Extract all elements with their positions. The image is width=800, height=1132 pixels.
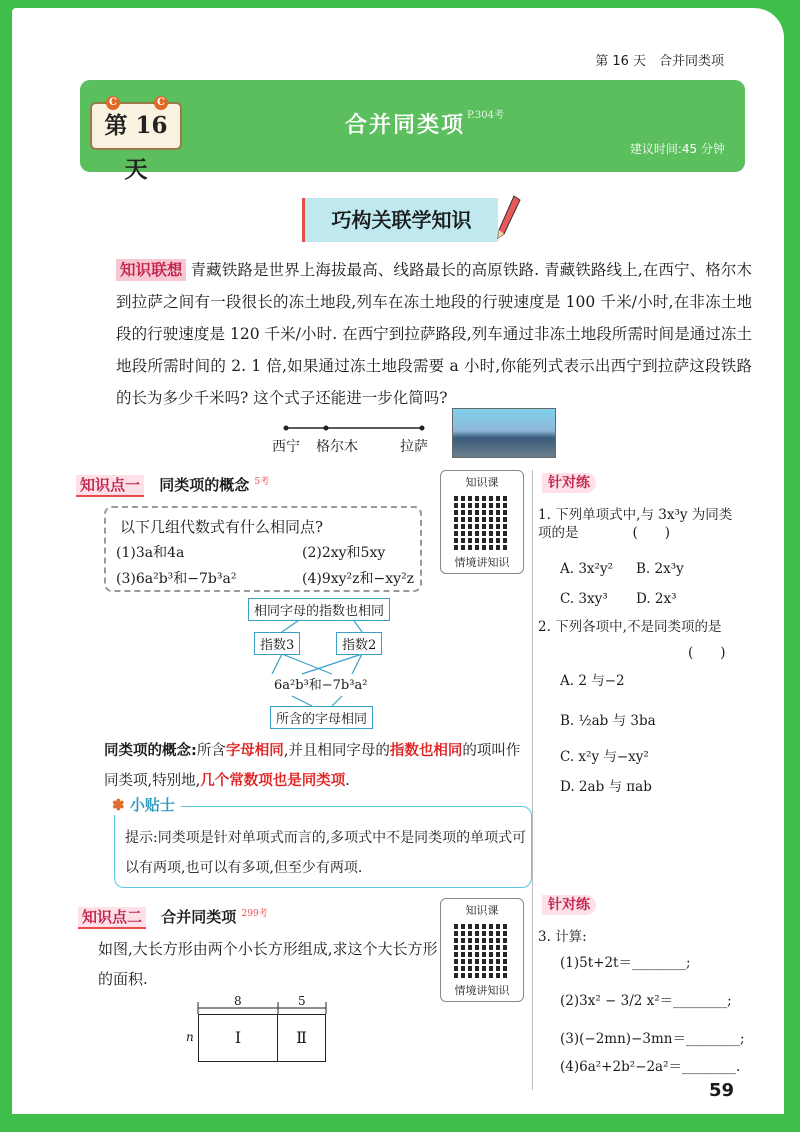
concept-highlight-2: 指数也相同 [389, 742, 463, 759]
kp2-heading [78, 906, 268, 927]
route-map [272, 408, 442, 468]
station-lhasa: 拉萨 [400, 439, 428, 455]
width-label-5: 5 [298, 994, 306, 1008]
flow-bottom-box: 所含的字母相同 [270, 706, 373, 729]
day-label: 第 16 天 [104, 112, 168, 183]
practice-tag-1-label: 针对练 [542, 473, 596, 493]
rect-two [277, 1014, 326, 1062]
ex1-option-a: A. 3x²y² [560, 561, 613, 577]
section-title: 巧构关联学知识 [302, 198, 498, 242]
question-box [104, 506, 422, 592]
ex1-option-c: C. 3xy³ [560, 591, 608, 607]
rectangle-figure [186, 994, 352, 1074]
intro-tag: 知识联想 [116, 259, 186, 281]
ex3-part-3[interactable]: (3)(−2mn)−3mn＝________; [560, 1031, 745, 1047]
concept-lead: 同类项的概念: [104, 743, 197, 759]
pencil-icon [496, 194, 522, 240]
tip-title: 小贴士 [129, 796, 175, 814]
qr-bottom-label: 情境讲知识 [454, 556, 510, 569]
calendar-ring-icon: C [106, 96, 120, 110]
station-golmud: 格尔木 [316, 439, 358, 455]
calendar-ring-icon: C [154, 96, 168, 110]
practice-tag-2-label: 针对练 [542, 895, 596, 915]
kp1-tag: 知识点一 [76, 475, 144, 497]
exercise-2: 2. 下列各项中,不是同类项的是 [538, 619, 722, 635]
tip-bulb-icon: ✽ [112, 796, 125, 814]
ex1-option-d: D. 2x³ [636, 591, 677, 607]
kp2-text: 如图,大长方形由两个小长方形组成,求这个大长方形的面积. [98, 940, 438, 988]
intro-paragraph [116, 254, 752, 414]
qr-top-label: 知识课 [465, 904, 499, 917]
flow-exponent-2: 指数2 [336, 632, 382, 655]
pair-4: (4)9xy²z和−xy²z [302, 571, 415, 587]
kp1-qr-card[interactable] [440, 470, 524, 574]
pair-1: (1)3a和4a [116, 545, 185, 561]
railway-photo [452, 408, 556, 458]
ex3-part-2[interactable]: (2)3x² − 3/2 x²＝________; [560, 993, 732, 1009]
kp1-note: 5考 [254, 477, 270, 487]
width-label-8: 8 [234, 994, 242, 1008]
kp1-heading [76, 474, 269, 495]
exercise-2-bracket: ( ) [688, 645, 726, 661]
concept-highlight-1: 字母相同 [225, 742, 284, 759]
kp1-title: 同类项的概念 [159, 476, 250, 494]
height-label-n: n [186, 1030, 194, 1044]
running-header: 第 16 天 合并同类项 [595, 54, 724, 69]
concept-definition [104, 736, 534, 796]
tip-heading [106, 794, 181, 815]
rect-one-label: Ⅰ [234, 1028, 242, 1047]
practice-tag-2 [542, 894, 596, 914]
suggested-time: 建议时间:45 分钟 [629, 142, 725, 156]
intro-text: 青藏铁路是世界上海拔最高、线路最长的高原铁路. 青藏铁路线上,在西宁、格尔木到拉萨之间有一段很长的冻土地段,列车在冻土地段的行驶速度是 100 千米/小时,在非冻土地段的行驶速度是 120 千米/小时. 在西宁到拉萨路段,列车通过非冻土地段所需时间是通过冻土地段所需时间的 2. 1 倍,如果通过冻土地段需要 a 小时,你能列式表示出西宁到拉萨这段铁路的长为多少千米吗? 这个式子还能进一步化简吗? [116, 261, 752, 407]
ex2-option-d: D. 2ab 与 πab [560, 779, 652, 795]
concept-text-2: ,并且相同字母的 [283, 743, 390, 759]
kp2-qr-card[interactable] [440, 898, 524, 1002]
tip-box [114, 806, 532, 888]
ex3-part-4[interactable]: (4)6a²+2b²−2a²＝________. [560, 1059, 741, 1075]
ex2-option-a: A. 2 与−2 [560, 673, 625, 689]
qr-code-icon [454, 494, 510, 550]
route-line [282, 408, 442, 438]
flow-exponent-3: 指数3 [254, 632, 300, 655]
page-number: 59 [708, 1080, 734, 1101]
kp2-note: 299考 [241, 909, 268, 919]
lesson-reference: P.304考 [467, 110, 504, 121]
pair-3: (3)6a²b³和−7b³a² [116, 571, 237, 587]
width-dimension-lines [192, 994, 352, 1014]
rect-one [198, 1014, 278, 1062]
concept-text-3: 的项叫作同类项,特别地, [104, 743, 521, 789]
question-prompt: 以下几组代数式有什么相同点? [120, 518, 324, 536]
concept-text-1: 所含 [196, 743, 226, 759]
station-xining: 西宁 [272, 439, 300, 455]
lesson-title: 合并同类项 [345, 113, 466, 138]
ex3-part-1[interactable]: (1)5t+2t＝________; [560, 955, 691, 971]
flow-top-box: 相同字母的指数也相同 [248, 598, 390, 621]
tip-text: 提示:同类项是针对单项式而言的,多项式中不是同类项的单项式可以有两项,也可以有多项,但至少有两项. [125, 830, 527, 876]
concept-flow-diagram [232, 598, 432, 728]
day-label-box [90, 97, 182, 183]
concept-text-4: . [345, 773, 350, 789]
qr-code-icon [454, 922, 510, 978]
exercise-3: 3. 计算: [538, 929, 587, 945]
qr-bottom-label: 情境讲知识 [454, 984, 510, 997]
kp2-tag: 知识点二 [78, 907, 146, 929]
flow-expression: 6a²b³和−7b³a² [274, 678, 368, 693]
page-sheet [12, 8, 784, 1114]
ex2-option-b: B. ½ab 与 3ba [560, 713, 656, 729]
ex2-option-c: C. x²y 与−xy² [560, 749, 649, 765]
exercise-1: 1. 下列单项式中,与 3x³y 为同类项的是 ( ) [538, 507, 733, 541]
rect-two-label: Ⅱ [296, 1028, 307, 1047]
pair-2: (2)2xy和5xy [302, 545, 386, 561]
ex1-option-b: B. 2x³y [636, 561, 684, 577]
day-banner [80, 80, 745, 183]
kp2-title: 合并同类项 [161, 908, 237, 926]
qr-top-label: 知识课 [465, 476, 499, 489]
practice-tag-1 [542, 472, 596, 492]
concept-highlight-3: 几个常数项也是同类项 [200, 772, 346, 789]
